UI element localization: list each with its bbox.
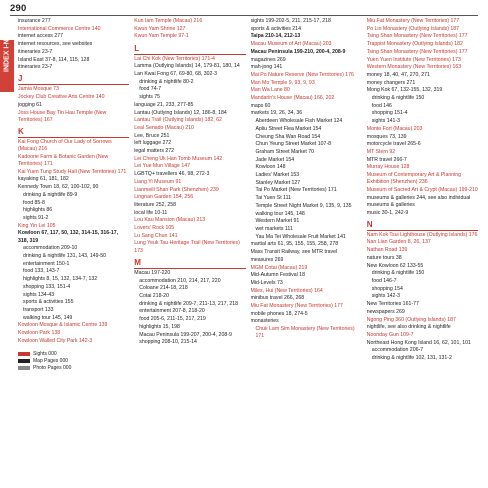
index-subentry: accommodation 210, 214, 217, 220 (139, 277, 221, 284)
index-entry: New Kowloon 62 133-55 (366, 262, 424, 269)
index-subentry: drinking & nightlife 80-2 (139, 78, 194, 85)
index-entry: Northeast Hong Kong Island 16, 62, 101, 101 (366, 339, 471, 346)
index-entry: money changers 271 (366, 79, 416, 86)
index-entry: Noonday Gun 109-7 (366, 331, 414, 338)
index-subentry: drinking & nightlife 209-7, 211-13, 217, 218 (139, 300, 239, 307)
index-entry: martial arts 61, 95, 155, 155, 258, 278 (250, 241, 339, 248)
header-rule (10, 15, 478, 16)
index-column-2 (134, 18, 245, 482)
index-entry: LGBTQ+ travellers 46, 98, 272-3 (134, 171, 210, 178)
index-letter-heading: N (367, 220, 478, 231)
index-entry: itineraries 23-7 (18, 64, 53, 71)
index-entry: Island East 37-8, 114, 115, 128 (18, 56, 90, 63)
index-subentry: Chuk Lam Sim Monastery (New Territories) 171 (255, 326, 355, 340)
index-entry: Lamma (Outlying Islands) 14, 179-81, 180, 14 (134, 63, 240, 70)
index-subentry: drinking & nightlife 89-9 (23, 191, 78, 198)
index-entry: Kowloon Park 138 (18, 330, 61, 337)
index-entry: sports & activities 214 (250, 25, 301, 32)
index-subentry: food 146-7 (371, 278, 397, 284)
index-subentry: shopping 133, 151-4 (23, 283, 71, 290)
index-subentry: Macau Peninsula 199-207, 200-4, 208-9 (139, 331, 232, 338)
index-entry: Lung Yeuk Tau Heritage Trail (New Territories) 173 (134, 240, 240, 254)
legend-label: Sights 000 (33, 350, 57, 357)
index-entry: left luggage 272 (134, 140, 172, 147)
index-subentry: sights 91-2 (23, 214, 49, 221)
index-entry: newspapers 269 (366, 308, 405, 315)
index-entry: Macau Museum of Art (Macau) 203 (250, 41, 332, 48)
index-entry: music 30-1, 242-9 (366, 209, 409, 216)
index-subentry: drinking & nightlife 150 (371, 95, 425, 102)
index-subentry: sights 134-43 (23, 291, 55, 298)
index-subentry: sports & activities 155 (23, 299, 74, 306)
index-entry: nature tours 38 (366, 254, 402, 261)
index-entry: money 18, 40, 47, 270, 271 (366, 71, 430, 78)
index-entry: sights 199-202-5, 211, 215-17, 218 (250, 18, 331, 24)
index-subentry: walking tour 145, 148 (255, 210, 305, 217)
index-entry: maps 60 (250, 102, 271, 109)
legend-swatch (18, 366, 30, 370)
index-subentry: Ladies' Market 153 (255, 172, 300, 179)
index-subentry: food 74-7 (139, 86, 162, 93)
index-entry: magazines 269 (250, 56, 286, 63)
index-subentry: highlights 15, 198 (139, 323, 180, 330)
index-entry: Lingnan Garden 154, 256 (134, 194, 194, 201)
index-entry: jogging 61 (18, 101, 42, 108)
index-entry: Lee, Bruce 251 (134, 132, 170, 139)
index-subentry: accommodation 206-7 (371, 347, 424, 354)
index-column-1 (18, 18, 129, 482)
index-entry: Mid-Autumn Festival 18 (250, 272, 305, 279)
index-entry: Nathan Road 139 (366, 247, 408, 254)
index-subentry: sights 142-3 (371, 293, 401, 300)
index-entry: Miles, Hui (New Territories) 164 (250, 287, 323, 294)
legend-row (18, 365, 129, 372)
index-entry: markets 19, 26, 34, 36 (250, 110, 303, 117)
index-subentry: Jade Market 154 (255, 156, 295, 163)
index-subentry: drinking & nightlife 102, 131, 131-2 (371, 355, 452, 362)
index-subentry: food 85-8 (23, 199, 45, 206)
index-entry: Man Wa Lane 80 (250, 87, 290, 94)
index-letter-heading: L (134, 44, 245, 55)
index-subentry: sights 75 (139, 94, 161, 101)
index-entry: Nam Kok Tsui Lighthouse (Outlying Islands) 176 (366, 231, 478, 238)
index-entry: Kwun Yam Shrine 127 (134, 25, 186, 32)
index-entry: Joss House Bay Tin Hau Temple (New Territories) 167 (18, 109, 107, 123)
index-subentry: Western Market 91 (255, 218, 300, 225)
index-subentry: Chun Yeung Street Market 107-8 (255, 141, 332, 148)
index-entry: Tsing Shan Monastery (New Territories) 177 (366, 48, 468, 55)
index-subentry: shopping 208-10, 215-14 (139, 339, 197, 346)
index-columns (18, 18, 478, 482)
index-tab (0, 40, 14, 92)
index-entry: MTR travel 266-7 (366, 156, 407, 163)
index-entry: Kadoorie Farm & Botanic Garden (New Territories) 171 (18, 153, 109, 168)
index-entry: Jockey Club Creative Arts Centre 140 (18, 94, 105, 101)
legend-label: Photo Pages 000 (33, 364, 72, 371)
index-entry: measures 269 (250, 256, 284, 263)
index-subentry: food 205-6, 211-15, 217, 219 (139, 316, 206, 323)
index-entry: Ngong Ping 360 (Outlying Islands) 187 (366, 316, 456, 323)
index-subentry: Yau Ma Tei Wholesale Fruit Market 141 (255, 233, 346, 240)
index-entry: Taipa 210-14, 212-13 (250, 33, 301, 40)
index-subentry: sights 141-3 (371, 118, 401, 125)
index-subentry: Stanley Market 127 (255, 179, 301, 186)
index-entry: Museum of Sacred Art & Crypt (Macau) 199-210 (366, 186, 478, 193)
index-entry: mah-jong 141 (250, 64, 283, 71)
index-entry: motorcycle travel 265-6 (366, 141, 421, 148)
index-entry: Po Lin Monastery (Outlying Islands) 187 (366, 25, 460, 32)
index-letter-heading: M (134, 258, 245, 269)
index-subentry: transport 133 (23, 306, 54, 313)
page-number: 290 (10, 3, 27, 14)
index-subentry: shopping 151-4 (371, 110, 408, 117)
index-entry: Miu Fat Monastery (New Territories) 177 (366, 18, 460, 24)
index-subentry: Coloane 214-18, 218 (139, 285, 188, 292)
index-entry: mosques 73, 139 (366, 133, 407, 140)
index-entry: Western Monastery (New Territories) 163 (366, 64, 462, 71)
index-subentry: drinking & nightlife 150 (371, 270, 425, 277)
index-column-4 (367, 18, 478, 482)
index-entry: Lou Kau Mansion (Macau) 213 (134, 217, 206, 224)
index-entry: Lianmeili Shan Park (Shenzhen) 239 (134, 186, 219, 193)
index-subentry: Aberdeen Wholesale Fish Market 124 (255, 118, 343, 125)
index-subentry: Kowloon 148 (255, 164, 286, 171)
index-entry: local life 10-11 (134, 209, 168, 216)
index-entry: Lovers' Rock 105 (134, 225, 175, 232)
legend-swatch (18, 359, 30, 363)
index-entry: kayaking 61, 181, 182 (18, 176, 69, 183)
index-entry: Lantau (Outlying Islands) 12, 186-8, 184 (134, 109, 227, 116)
index-subentry: drinking & nightlife 131, 143, 149-50 (23, 252, 107, 259)
index-entry: Yuen Yuen Institute (New Territories) 173 (366, 56, 461, 63)
index-entry: Man Mo Temple 9, 93, 9, 93 (250, 79, 315, 86)
index-entry: Miu Fat Monastery (New Territories) 177 (250, 303, 343, 310)
index-subentry: Tai Yuen St 111 (255, 195, 291, 202)
index-entry: museums & galleries 244, see also individual museums & galleries (366, 194, 471, 208)
index-entry: nightlife, see also drinking & nightlife (366, 324, 451, 331)
index-entry: Macau 197-220 (134, 269, 171, 276)
index-subentry: shopping 154 (371, 285, 403, 292)
index-entry: International Commerce Centre 140 (18, 25, 101, 32)
index-entry: Mandarin's House (Macau) 166, 202 (250, 95, 335, 102)
index-subentry: Cotai 218-20 (139, 293, 169, 299)
legend-row (18, 351, 129, 358)
index-subentry: highlights 86 (23, 207, 53, 214)
index-entry: Tsing Shan Monastery (New Territories) 177 (366, 33, 468, 40)
index-subentry: entertainment 207-8, 218-20 (139, 308, 205, 315)
index-entry: Lei Cheng Uk Han Tomb Museum 142 (134, 155, 223, 162)
index-subentry: Tai Po Market (New Territories) 171 (255, 187, 337, 194)
index-entry: legal matters 272 (134, 148, 175, 155)
index-subentry: food 133, 143-7 (23, 268, 60, 275)
index-entry: Kai Yuen Tung Study Hall (New Territories) 171 (18, 168, 127, 175)
index-entry: MT Stern 92 (366, 148, 396, 155)
index-entry: Nan Lian Garden 8, 26, 137 (366, 239, 431, 246)
index-entry: Mai Po Nature Reserve (New Territories) 176 (250, 71, 354, 78)
index-entry: Lan Kwai Fong 67, 69-80, 68, 302-3 (134, 71, 218, 78)
index-subentry: wet markets 111 (255, 225, 293, 232)
index-entry: Lu Sang Chun 141 (134, 232, 178, 239)
index-entry: King Yin Lei 105 (18, 222, 56, 229)
index-entry: Lantau Trail (Outlying Islands) 182, 62 (134, 117, 222, 124)
index-column-3 (251, 18, 362, 482)
index-subentry: Temple Street Night Market 9, 135, 9, 135 (255, 202, 352, 209)
index-letter-heading: J (18, 74, 129, 85)
index-subentry: accommodation 209-10 (23, 245, 78, 252)
index-entry: mobile phones 18, 274-5 (250, 310, 308, 317)
index-subentry: Graham Street Market 70 (255, 148, 315, 155)
index-entry: internet access 277 (18, 33, 63, 40)
index-entry: MGM Cotai (Macau) 219 (250, 264, 308, 271)
index-entry: Kowloon Mosque & Islamic Centre 139 (18, 322, 108, 329)
legend-label: Map Pages 000 (33, 357, 69, 364)
index-subentry: food 146 (371, 102, 392, 109)
legend-swatch (18, 352, 30, 356)
index-subentry: walking tour 145, 149 (23, 314, 73, 321)
index-entry: monasteries (250, 318, 279, 325)
index-letter-heading: K (18, 127, 129, 138)
index-entry: Kowloon 67, 117, 50, 132, 314-15, 316-17, 318, 319 (18, 230, 119, 244)
index-entry: Liang Yi Museum 91 (134, 178, 182, 185)
index-subentry: highlights 8, 15, 132, 134-7, 132 (23, 276, 98, 283)
index-entry: Kai Fong Church of Our Lady of Sorrows (Macau) 216 (18, 138, 112, 153)
index-subentry: Cheung Sha Wan Road 154 (255, 133, 321, 140)
index-entry: Mid-Levels 73 (250, 279, 283, 286)
index-entry: Monte Fort (Macau) 203 (366, 125, 423, 132)
index-entry: New Territories 161-77 (366, 301, 419, 308)
index-entry: Mass Transit Railway, see MTR travel (250, 249, 338, 256)
index-entry: Trappist Monastery (Outlying Islands) 182 (366, 41, 463, 48)
index-entry: itineraries 23-7 (18, 48, 53, 55)
index-entry: Macau Peninsula 199-210, 200-4, 208-9 (250, 48, 346, 55)
index-entry: literature 252, 258 (134, 201, 177, 208)
index-entry: Kun Iam Temple (Macau) 216 (134, 18, 203, 24)
index-entry: Mong Kok 67, 132-155, 132, 319 (366, 87, 443, 94)
page-type-legend (18, 351, 129, 372)
legend-row (18, 358, 129, 365)
index-entry: Lei Yue Mun Village 147 (134, 163, 191, 170)
index-entry: insurance 277 (18, 18, 51, 24)
index-entry: internet resources, see websites (18, 41, 93, 48)
index-entry: minibus travel 266, 268 (250, 295, 305, 302)
index-subentry: Apliu Street Flea Market 154 (255, 125, 322, 132)
index-entry: Kowloon Walled City Park 142-3 (18, 337, 93, 344)
index-tab-label: INDEX I-N (3, 39, 11, 72)
index-entry: Kwun Yam Temple 97-1 (134, 33, 189, 40)
index-subentry: entertainment 150-1 (23, 260, 70, 267)
index-entry: language 21, 233, 277-85 (134, 101, 194, 108)
index-entry: Murray House 128 (366, 164, 410, 171)
index-entry: Kennedy Town 18, 62, 100-102, 90 (18, 184, 99, 191)
index-entry: Leal Senado (Macau) 210 (134, 124, 194, 131)
index-entry: Museum of Contemporary Art & Planning Exhibition (Shenzhen) 236 (366, 172, 462, 186)
index-entry: Jamia Mosque 73 (18, 86, 59, 93)
index-entry: Lai Chi Kok (New Territories) 171-4 (134, 55, 215, 62)
